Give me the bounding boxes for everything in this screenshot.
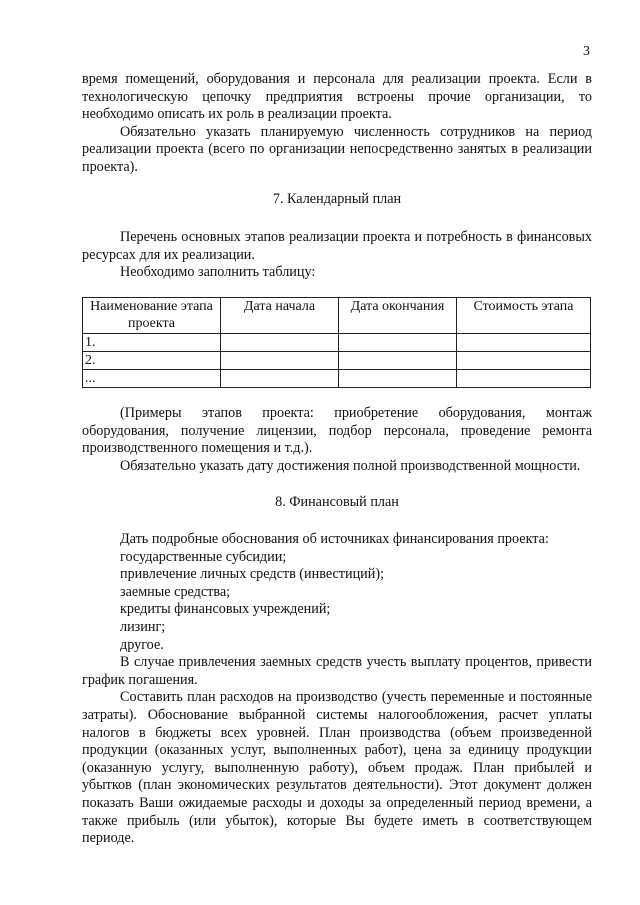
list-item: государственные субсидии; — [120, 548, 287, 565]
table-cell: ... — [83, 370, 221, 388]
intro-paragraph-1: время помещений, оборудования и персонала для реализации проекта. Если в технологическую цепочку предприятия встроены прочие организации, то необходимо описать их роль в реализации проекта. — [82, 71, 592, 123]
table-cell — [457, 334, 591, 352]
list-item: привлечение личных средств (инвестиций); — [120, 566, 385, 583]
section-8 — [82, 494, 592, 512]
table-cell — [339, 334, 457, 352]
table-cell: 1. — [83, 334, 221, 352]
section-8-intro: Дать подробные обоснования об источниках финансирования проекта: — [120, 531, 549, 547]
table-header-cell: Дата начала — [221, 298, 339, 334]
list-item: другое. — [120, 636, 164, 653]
table-cell — [221, 370, 339, 388]
table-row — [83, 352, 591, 370]
table-header-cell: Стоимость этапа — [457, 298, 591, 334]
table-header-cell: Дата окончания — [339, 298, 457, 334]
page-number: 3 — [583, 44, 590, 59]
table-row — [83, 370, 591, 388]
list-item: заемные средства; — [120, 583, 231, 600]
table-cell: 2. — [83, 352, 221, 370]
calendar-plan-table — [82, 297, 591, 388]
section-7-heading: 7. Календарный план — [272, 191, 402, 207]
table-header-cell: Наименование этапа проекта — [83, 298, 221, 334]
section-7-paragraph-1: Перечень основных этапов реализации проекта и потребность в финансовых ресурсах для их реализации. — [82, 229, 592, 263]
list-item: кредиты финансовых учреждений; — [120, 601, 331, 618]
section-7-intro — [82, 229, 592, 282]
table-row — [83, 334, 591, 352]
table-cell — [339, 370, 457, 388]
table-cell — [339, 352, 457, 370]
section-8-heading: 8. Финансовый план — [275, 494, 399, 510]
section-7-paragraph-3: (Примеры этапов проекта: приобретение оборудования, монтаж оборудования, получение лицензии, подбор персонала, проведение ремонта производственного помещения и т.д.). — [82, 405, 592, 457]
section-7 — [82, 191, 592, 209]
table-header-row — [83, 298, 591, 334]
section-8-loans-paragraph: В случае привлечения заемных средств учесть выплату процентов, привести график погашения. — [82, 654, 592, 688]
intro-paragraph-2: Обязательно указать планируемую численность сотрудников на период реализации проекта (всего по организации непосредственно занятых в реализации проекта). — [82, 123, 592, 175]
table-cell — [457, 352, 591, 370]
section-8-plan-paragraph: Составить план расходов на производство (учесть переменные и постоянные затраты). Обоснование выбранной системы налогообложения, расчет уплаты налогов в бюджеты всех уровней. План производства (объем произведенной продукции (оказанных услуг, выполненных работ), цена за единицу продукции (оказанную услугу, выполненную работу), объем продаж. План прибылей и убытков (план экономических результатов деятельности). Этот документ должен показать Ваши ожидаемые расходы и доходы за определенный период времени, а также прибыль (или убыток), которые Вы будете иметь в соответствующем периоде. — [82, 689, 592, 847]
section-8-body — [82, 531, 592, 848]
section-7-paragraph-4: Обязательно указать дату достижения полной производственной мощности. — [120, 457, 581, 474]
table-cell — [221, 352, 339, 370]
table-cell — [221, 334, 339, 352]
table-cell — [457, 370, 591, 388]
section-7-paragraph-2: Необходимо заполнить таблицу: — [120, 264, 316, 281]
section-7-examples — [82, 405, 592, 475]
intro-block — [82, 71, 592, 177]
list-item: лизинг; — [120, 618, 166, 635]
